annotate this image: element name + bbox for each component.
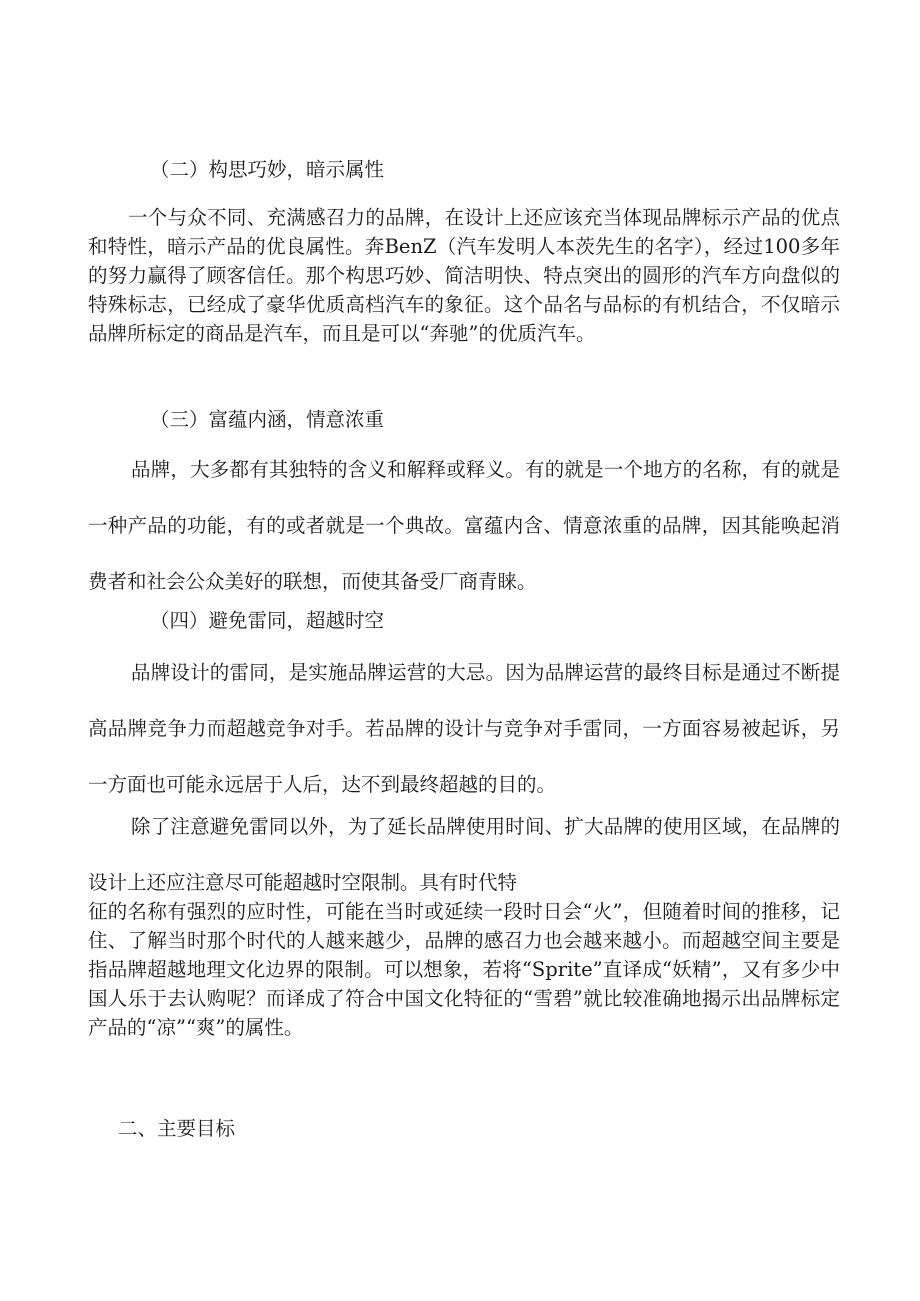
heading-three: （三）富蕴内涵，情意浓重 <box>150 408 385 431</box>
heading-two: （二）构思巧妙，暗示属性 <box>150 158 385 181</box>
paragraph-beyond-time-space-continued: 征的名称有强烈的应时性，可能在当时或延续一段时日会“火”，但随着时间的推移，记住、了解当时那个时代的人越来越少，品牌的感召力也会越来越小。而超越空间主要是指品牌超越地理文化边界的限制。可以想象，若将“Sprite”直译成“妖精”，又有多少中国人乐于去认购呢？而译成了符合中国文化特征的“雪碧”就比较准确地揭示出品牌标定产品的“凉”“爽”的属性。 <box>88 900 840 1039</box>
heading-four: （四）避免雷同，超越时空 <box>150 609 385 632</box>
section-title-main-goals: 二、主要目标 <box>118 1117 236 1140</box>
paragraph-avoid-similarity: 品牌设计的雷同，是实施品牌运营的大忌。因为品牌运营的最终目标是通过不断提高品牌竞争力而超越竞争对手。若品牌的设计与竞争对手雷同，一方面容易被起诉，另一方面也可能永远居于人后，达不到最终超越的目的。 <box>88 661 840 796</box>
paragraph-brand-design: 一个与众不同、充满感召力的品牌，在设计上还应该充当体现品牌标示产品的优点和特性，暗示产品的优良属性。奔BenZ（汽车发明人本茨先生的名字），经过100多年的努力赢得了顾客信任。那个构思巧妙、简洁明快、特点突出的圆形的汽车方向盘似的特殊标志，已经成了豪华优质高档汽车的象征。这个品名与品标的有机结合，不仅暗示品牌所标定的商品是汽车，而且是可以“奔驰”的优质汽车。 <box>88 206 840 345</box>
paragraph-brand-meaning: 品牌，大多都有其独特的含义和解释或释义。有的就是一个地方的名称，有的就是一种产品的功能，有的或者就是一个典故。富蕴内含、情意浓重的品牌，因其能唤起消费者和社会公众美好的联想，而使其备受厂商青睐。 <box>88 458 840 593</box>
paragraph-beyond-time-space: 除了注意避免雷同以外，为了延长品牌使用时间、扩大品牌的使用区域，在品牌的设计上还应注意尽可能超越时空限制。具有时代特 <box>88 815 840 894</box>
